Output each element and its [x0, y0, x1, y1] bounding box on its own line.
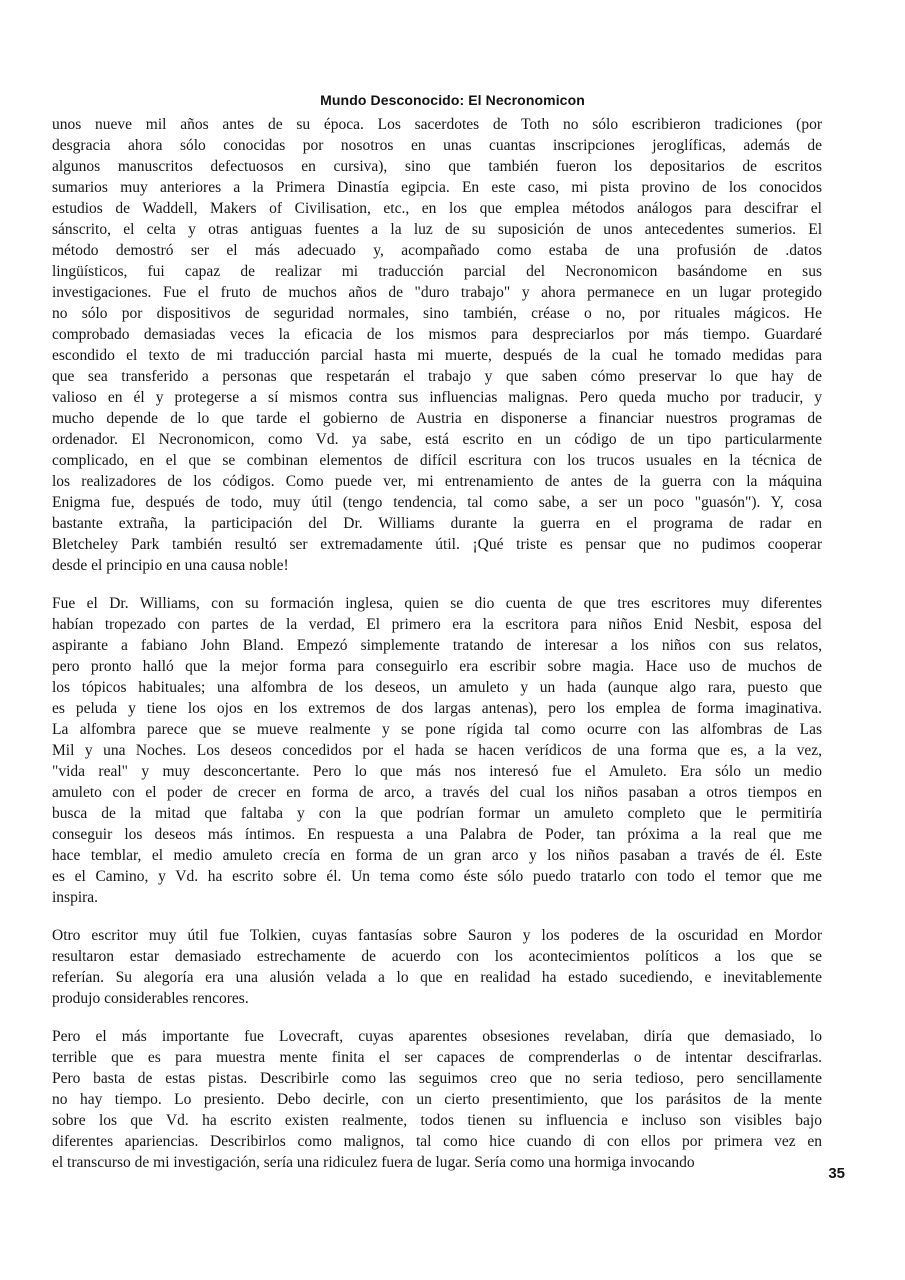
text-line: unos nueve mil años antes de su época. Los sacerdotes de Toth no sólo escribieron tradiciones (por — [52, 116, 822, 133]
text-line: comprobado demasiadas veces la eficacia de los mismos para despreciarlos por más tiempo. Guardaré — [52, 326, 822, 343]
text-line: habían tropezado con partes de la verdad, El primero era la escritora para niños Enid Nesbit, esposa del — [52, 616, 822, 633]
text-line: bastante extraña, la participación del Dr. Williams durante la guerra en el programa de radar en — [52, 515, 822, 532]
text-line: hace temblar, el medio amuleto crecía en forma de un gran arco y los niños pasaban a través de él. Este — [52, 847, 822, 864]
paragraph — [52, 1026, 822, 1173]
text-line: conseguir los deseos más íntimos. En respuesta a una Palabra de Poder, tan próxima a la real que me — [52, 826, 822, 843]
text-line: ordenador. El Necronomicon, como Vd. ya sabe, está escrito en un código de un tipo particularmente — [52, 431, 822, 448]
text-line: sobre los que Vd. ha escrito existen realmente, todos tienen su influencia e incluso son visibles bajo — [52, 1112, 822, 1129]
text-line: valioso en él y protegerse a sí mismos contra sus influencias malignas. Pero queda mucho por traducir, y — [52, 389, 822, 406]
paragraph — [52, 925, 822, 1009]
text-line: "vida real" y muy desconcertante. Pero lo que más nos interesó fue el Amuleto. Era sólo un medio — [52, 763, 822, 780]
body-text — [52, 114, 822, 1173]
text-line: los realizadores de los códigos. Como puede ver, mi entrenamiento de antes de la guerra con la máquina — [52, 473, 822, 490]
text-line: método demostró ser el más adecuado y, acompañado como estaba de una profusión de .datos — [52, 242, 822, 259]
paragraph — [52, 114, 822, 576]
text-line: estudios de Waddell, Makers of Civilisation, etc., en los que emplea métodos análogos para descifrar el — [52, 200, 822, 217]
text-line: Fue el Dr. Williams, con su formación inglesa, quien se dio cuenta de que tres escritores muy diferentes — [52, 595, 822, 612]
paragraph — [52, 593, 822, 908]
text-line: pero pronto halló que la mejor forma para conseguirlo era escribir sobre magia. Hace uso de muchos de — [52, 658, 822, 675]
text-line: complicado, en el que se combinan elementos de difícil escritura con los trucos usuales en la técnica de — [52, 452, 822, 469]
text-line: que sea transferido a personas que respetarán el trabajo y que saben cómo preservar lo que hay de — [52, 368, 822, 385]
text-line: terrible que es para muestra mente finita el ser capaces de comprenderlas o de intentar descifrarlas. — [52, 1049, 822, 1066]
text-line: Pero basta de estas pistas. Describirle como las seguimos creo que no seria tedioso, pero sencillamente — [52, 1070, 822, 1087]
text-line: inspira. — [52, 889, 99, 906]
text-line: La alfombra parece que se mueve realmente y se pone rígida tal como ocurre con las alfombras de Las — [52, 721, 822, 738]
text-line: desgracia ahora sólo conocidas por nosotros en unas cuantas inscripciones jeroglíficas, además de — [52, 137, 822, 154]
text-line: resultaron estar demasiado estrechamente de acuerdo con los acontecimientos políticos a los que se — [52, 948, 822, 965]
text-line: aspirante a fabiano John Bland. Empezó simplemente tratando de interesar a los niños con sus relatos, — [52, 637, 822, 654]
page-title: Mundo Desconocido: El Necronomicon — [320, 92, 585, 108]
text-line: diferentes apariencias. Describirlos como malignos, tal como hice cuando di con ellos por primera vez en — [52, 1133, 822, 1150]
text-line: lingüísticos, fui capaz de realizar mi traducción parcial del Necronomicon basándome en sus — [52, 263, 822, 280]
text-line: los tópicos habituales; una alfombra de los deseos, un amuleto y un hada (aunque algo rara, puesto que — [52, 679, 822, 696]
text-line: escondido el texto de mi traducción parcial hasta mi muerte, después de la cual he tomado medidas para — [52, 347, 822, 364]
text-line: amuleto con el poder de crecer en forma de arco, a través del cual los niños pasaban a otros tiempos en — [52, 784, 822, 801]
text-line: busca de la mitad que faltaba y con la que podrían formar un amuleto completo que le permitiría — [52, 805, 822, 822]
text-line: no hay tiempo. Lo presiento. Debo decirle, con un cierto presentimiento, que los parásitos de la mente — [52, 1091, 822, 1108]
text-line: produjo considerables rencores. — [52, 990, 249, 1007]
text-line: es peluda y tiene los ojos en los extremos de dos largas antenas), pero los emplea de forma imaginativa. — [52, 700, 822, 717]
text-line: Enigma fue, después de todo, muy útil (tengo tendencia, tal como sabe, a ser un poco "guasón"). Y, cosa — [52, 494, 822, 511]
text-line: Otro escritor muy útil fue Tolkien, cuyas fantasías sobre Sauron y los poderes de la oscuridad en Mordor — [52, 927, 822, 944]
text-line: referían. Su alegoría era una alusión velada a lo que en realidad ha estado sucediendo, e inevitablemente — [52, 969, 822, 986]
text-line: es el Camino, y Vd. ha escrito sobre él. Un tema como éste sólo puedo tratarlo con todo el temor que me — [52, 868, 822, 885]
text-line: Bletcheley Park también resultó ser extremadamente útil. ¡Qué triste es pensar que no pudimos cooperar — [52, 536, 822, 553]
text-line: algunos manuscritos defectuosos en cursiva), sino que también fueron los depositarios de escritos — [52, 158, 822, 175]
text-line: Pero el más importante fue Lovecraft, cuyas aparentes obsesiones revelaban, diría que demasiado, lo — [52, 1028, 822, 1045]
text-line: Mil y una Noches. Los deseos concedidos por el hada se hacen verídicos de una forma que es, a la vez, — [52, 742, 822, 759]
text-line: desde el principio en una causa noble! — [52, 557, 289, 574]
text-line: no sólo por dispositivos de seguridad normales, sino también, créase o no, por rituales mágicos. He — [52, 305, 822, 322]
text-line: el transcurso de mi investigación, sería una ridiculez fuera de lugar. Sería como una hormiga invocando — [52, 1154, 695, 1171]
text-line: mucho depende de lo que tarde el gobierno de Austria en disponerse a financiar nuestros programas de — [52, 410, 822, 427]
text-line: investigaciones. Fue el fruto de muchos años de "duro trabajo" y ahora permanece en un lugar protegido — [52, 284, 822, 301]
text-line: sumarios muy anteriores a la Primera Dinastía egipcia. En este caso, mi pista provino de los conocidos — [52, 179, 822, 196]
page-number: 35 — [828, 1165, 845, 1182]
text-line: sánscrito, el celta y otras antiguas fuentes a la luz de su suposición de unos antecedentes sumerios. El — [52, 221, 822, 238]
